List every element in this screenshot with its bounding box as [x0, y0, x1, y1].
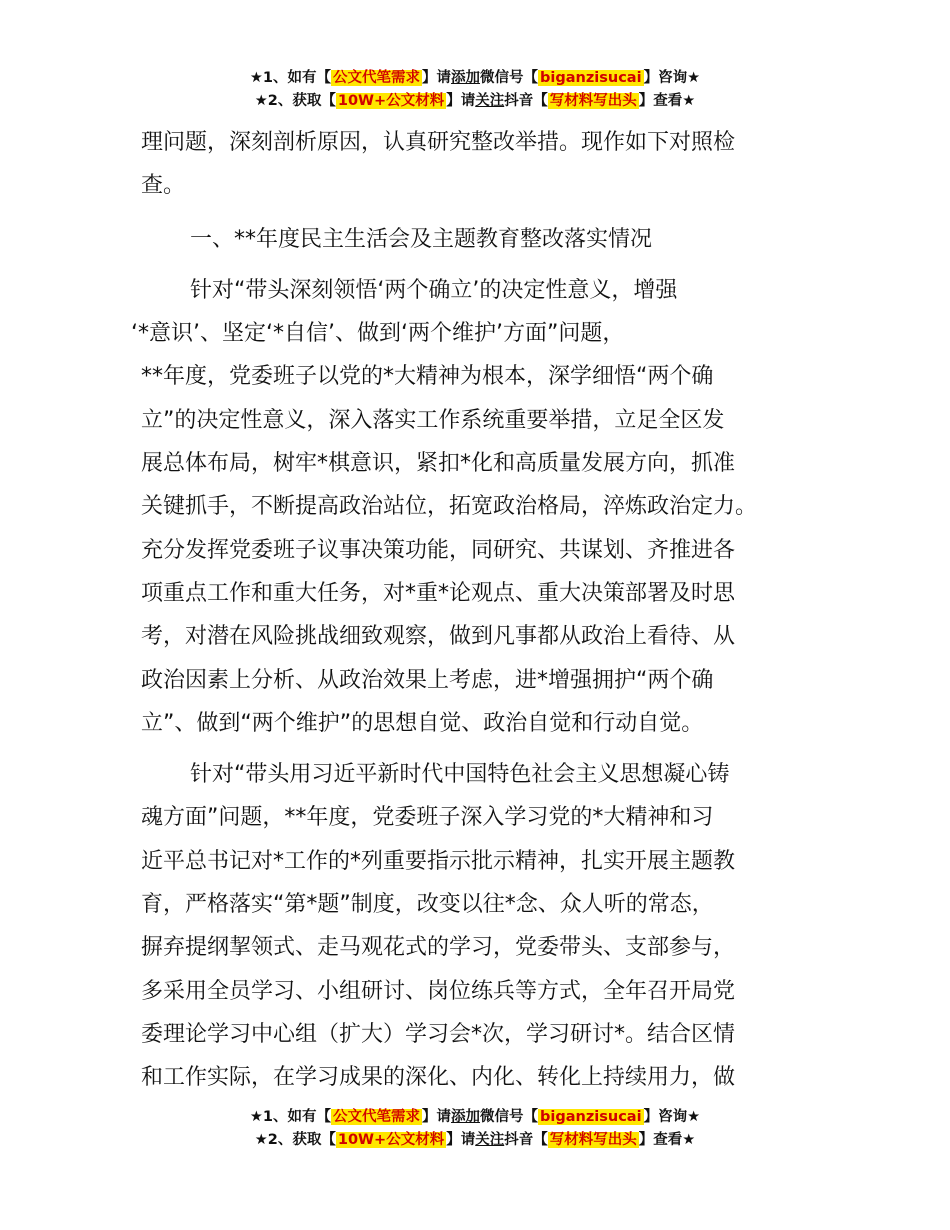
banner-line-1	[0, 67, 950, 90]
paragraph-2	[141, 753, 817, 1099]
bottom-banner	[0, 1106, 950, 1152]
banner-text: 微信号【	[480, 1109, 539, 1125]
text-line: **年度，党委班子以党的*大精神为根本，深学细悟“两个确	[141, 364, 714, 390]
text-line: 充分发挥党委班子议事决策功能，同研究、共谋划、齐推进各	[141, 537, 736, 563]
highlight-badge: 公文代笔需求	[333, 1109, 421, 1125]
banner-line-2	[0, 1129, 950, 1152]
banner-text: 】咨询★	[643, 1109, 701, 1125]
highlight-badge: 写材料写出头	[549, 1132, 637, 1148]
text-line: 摒弃提纲挈领式、走马观花式的学习，党委带头、支部参与，	[141, 935, 736, 961]
top-banner	[0, 67, 950, 113]
text-line: 政治因素上分析、从政治效果上考虑，进*增强拥护“两个确	[141, 667, 714, 693]
highlight-badge: 写材料写出头	[549, 93, 637, 109]
banner-text: ★1、如有【	[249, 1109, 332, 1125]
intro-paragraph	[141, 121, 817, 208]
text-line: 针对“带头深刻领悟‘两个确立’的决定性意义，增强	[190, 277, 678, 303]
text-line: 和工作实际，在学习成果的深化、内化、转化上持续用力，做	[141, 1065, 736, 1091]
highlight-badge: 10W+公文材料	[337, 93, 445, 109]
banner-emphasis: 关注	[475, 93, 505, 109]
highlight-badge: 公文代笔需求	[333, 70, 421, 86]
text-line: 多采用全员学习、小组研讨、岗位练兵等方式，全年召开局党	[141, 978, 736, 1004]
text-line: 项重点工作和重大任务，对*重*论观点、重大决策部署及时思	[141, 580, 736, 606]
banner-text: 】请	[446, 1132, 476, 1148]
banner-emphasis: 关注	[475, 1132, 505, 1148]
text-line: 魂方面”问题，**年度，党委班子深入学习党的*大精神和习	[141, 805, 714, 831]
text-line: 针对“带头用习近平新时代中国特色社会主义思想凝心铸	[190, 762, 730, 788]
text-line: 考，对潜在风险挑战细致观察，做到凡事都从政治上看待、从	[141, 624, 736, 650]
highlight-badge: 10W+公文材料	[337, 1132, 445, 1148]
banner-emphasis: 添加	[451, 70, 481, 86]
banner-text: 】请	[422, 1109, 452, 1125]
paragraph-1	[131, 269, 817, 745]
banner-text: ★2、获取【	[254, 1132, 336, 1148]
banner-text: 抖音【	[504, 93, 548, 109]
banner-text: 】咨询★	[643, 70, 701, 86]
text-line: 展总体布局，树牢*棋意识，紧扣*化和高质量发展方向，抓准	[141, 451, 736, 477]
text-line: 委理论学习中心组（扩大）学习会*次，学习研讨*。结合区情	[141, 1021, 736, 1047]
text-line: 关键抓手，不断提高政治站位，拓宽政治格局，淬炼政治定力。	[141, 494, 758, 520]
highlight-badge: biganzisucai	[540, 70, 642, 86]
banner-text: 】查看★	[638, 1132, 696, 1148]
section-heading	[141, 218, 817, 261]
banner-emphasis: 添加	[451, 1109, 481, 1125]
banner-text: 抖音【	[504, 1132, 548, 1148]
heading-text: 一、**年度民主生活会及主题教育整改落实情况	[190, 226, 653, 252]
banner-line-2	[0, 90, 950, 113]
text-line: 立”的决定性意义，深入落实工作系统重要举措，立足全区发	[141, 407, 725, 433]
text-line: 理问题，深刻剖析原因，认真研究整改举措。现作如下对照检	[141, 130, 736, 155]
text-line: 查。	[141, 173, 186, 199]
banner-text: 】查看★	[638, 93, 696, 109]
text-line: ‘*意识’、坚定‘*自信’、做到‘两个维护’方面”问题，	[131, 321, 625, 347]
highlight-badge: biganzisucai	[540, 1109, 642, 1125]
banner-line-1	[0, 1106, 950, 1129]
banner-text: 】请	[422, 70, 452, 86]
banner-text: 】请	[446, 93, 476, 109]
banner-text: ★1、如有【	[249, 70, 332, 86]
text-line: 立”、做到“两个维护”的思想自觉、政治自觉和行动自觉。	[141, 710, 704, 736]
banner-text: ★2、获取【	[254, 93, 336, 109]
text-line: 育，严格落实“第*题”制度，改变以往*念、众人听的常态，	[141, 892, 714, 918]
document-body	[131, 121, 817, 1100]
text-line: 近平总书记对*工作的*列重要指示批示精神，扎实开展主题教	[141, 848, 736, 874]
banner-text: 微信号【	[480, 70, 539, 86]
